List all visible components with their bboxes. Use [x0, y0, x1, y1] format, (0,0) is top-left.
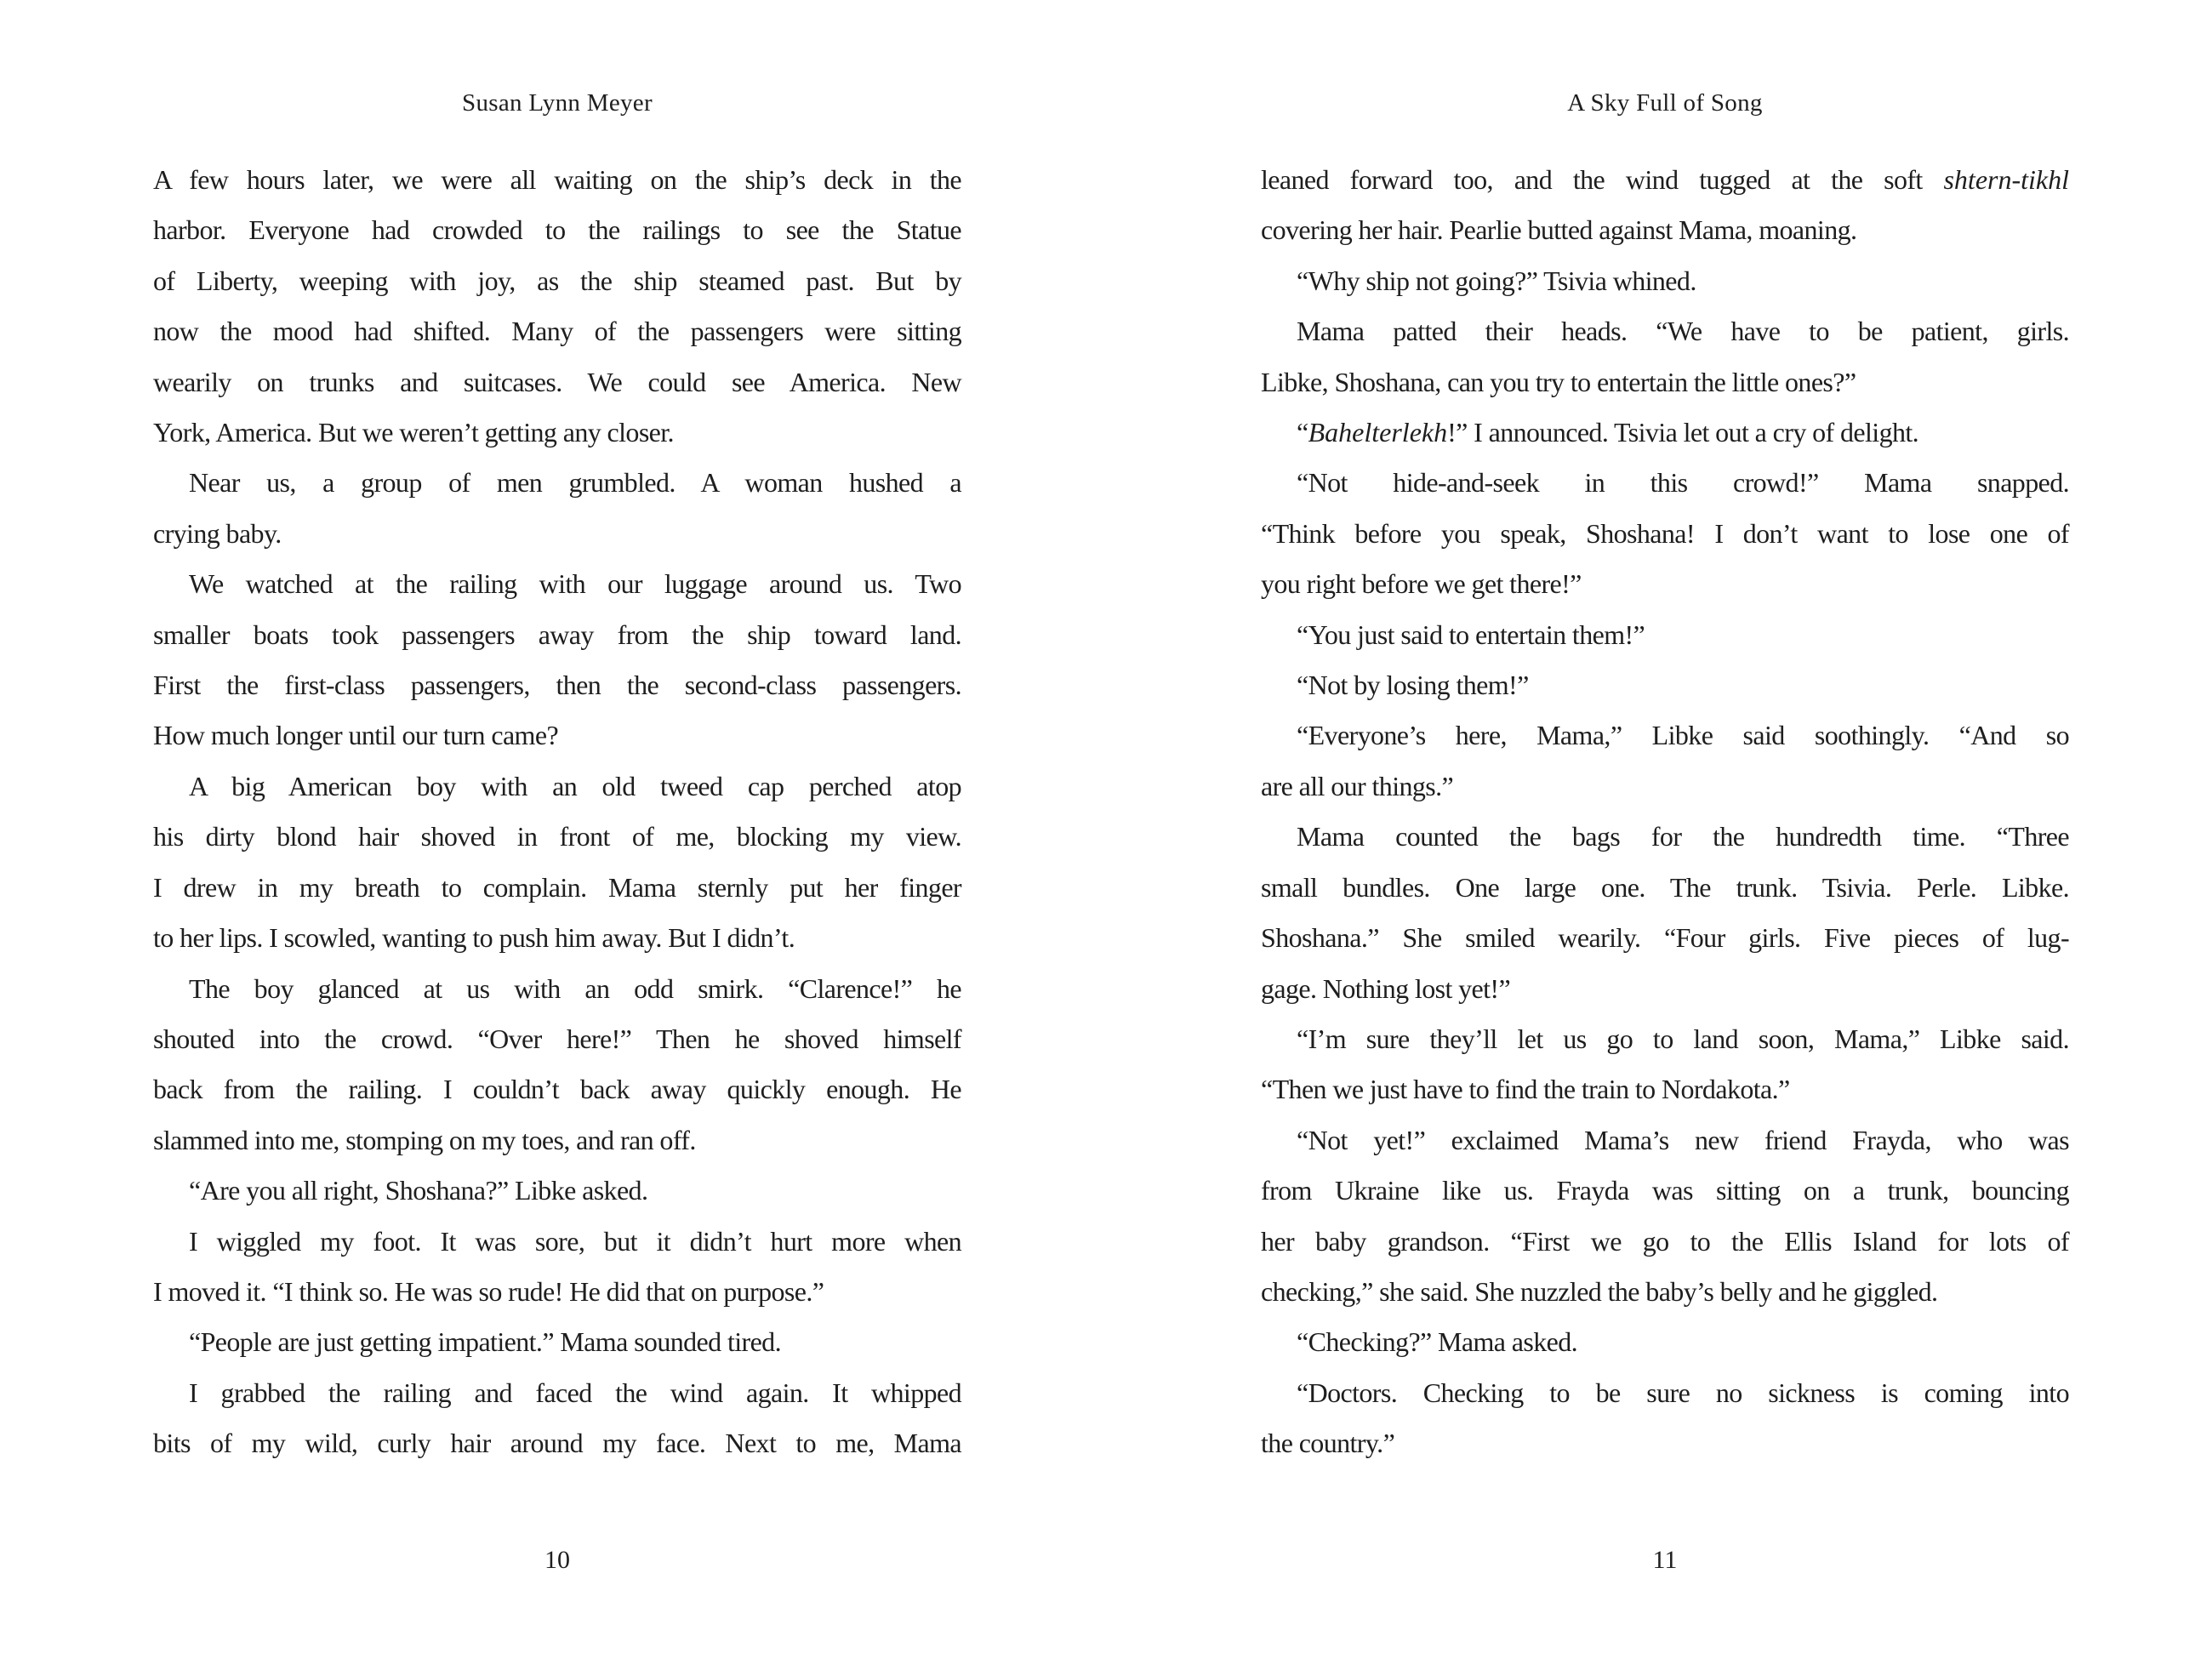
text-line: A few hours later, we were all waiting on the ship’s deck in the	[153, 164, 961, 195]
text-line: smaller boats took passengers away from the ship toward land.	[153, 619, 961, 650]
page-number-right: 11	[1652, 1546, 1678, 1574]
text-line: wearily on trunks and suitcases. We could see America. New	[153, 366, 961, 397]
text-line: now the mood had shifted. Many of the passengers were sitting	[153, 316, 961, 347]
text-line: leaned forward too, and the wind tugged at the soft shtern-tikhl	[1261, 164, 2069, 195]
text-line: Libke, Shoshana, can you try to entertain the little ones?”	[1261, 366, 1856, 397]
text-line: “Then we just have to find the train to Nordakota.”	[1261, 1074, 1790, 1105]
left-page-body-text	[153, 155, 961, 1469]
text-line: from Ukraine like us. Frayda was sitting on a trunk, bouncing	[1261, 1175, 2069, 1206]
text-line: “Not yet!” exclaimed Mama’s new friend Frayda, who was	[1297, 1124, 2069, 1155]
text-line: “People are just getting impatient.” Mama sounded tired.	[189, 1326, 781, 1358]
text-line: “Why ship not going?” Tsivia whined.	[1297, 265, 1696, 296]
text-line: “Everyone’s here, Mama,” Libke said soothingly. “And so	[1297, 720, 2069, 751]
text-line: “You just said to entertain them!”	[1297, 619, 1645, 650]
text-line: harbor. Everyone had crowded to the railings to see the Statue	[153, 214, 961, 246]
text-line: you right before we get there!”	[1261, 568, 1582, 600]
text-line: checking,” she said. She nuzzled the baby’s belly and he giggled.	[1261, 1275, 1938, 1307]
text-line: Shoshana.” She smiled wearily. “Four girls. Five pieces of lug-	[1261, 922, 2069, 954]
text-line: small bundles. One large one. The trunk. Tsivia. Perle. Libke.	[1261, 871, 2069, 903]
text-line: The boy glanced at us with an odd smirk. “Clarence!” he	[189, 972, 961, 1004]
text-line: A big American boy with an old tweed cap perched atop	[189, 770, 961, 801]
text-line: slammed into me, stomping on my toes, and ran off.	[153, 1124, 696, 1155]
text-line: her baby grandson. “First we go to the Ellis Island for lots of	[1261, 1225, 2069, 1257]
text-line: York, America. But we weren’t getting any closer.	[153, 417, 674, 448]
page-number-left: 10	[544, 1546, 570, 1574]
text-line: I wiggled my foot. It was sore, but it didn’t hurt more when	[189, 1225, 961, 1257]
text-line: I moved it. “I think so. He was so rude! He did that on purpose.”	[153, 1275, 824, 1307]
text-line: “Think before you speak, Shoshana! I don’t want to lose one of	[1261, 517, 2069, 549]
text-line: his dirty blond hair shoved in front of me, blocking my view.	[153, 821, 961, 852]
text-line: “Are you all right, Shoshana?” Libke asked.	[189, 1175, 648, 1206]
text-line: “I’m sure they’ll let us go to land soon, Mama,” Libke said.	[1297, 1023, 2069, 1054]
text-line: “Checking?” Mama asked.	[1297, 1326, 1578, 1358]
running-header-author: Susan Lynn Meyer	[462, 89, 653, 117]
text-line: First the first-class passengers, then the second-class passengers.	[153, 670, 961, 701]
text-line: “Not hide-and-seek in this crowd!” Mama snapped.	[1297, 467, 2069, 499]
text-line: are all our things.”	[1261, 770, 1454, 801]
text-line: back from the railing. I couldn’t back away quickly enough. He	[153, 1074, 961, 1105]
text-line: gage. Nothing lost yet!”	[1261, 972, 1511, 1004]
text-line: “Doctors. Checking to be sure no sickness is coming into	[1297, 1377, 2069, 1408]
text-line: I drew in my breath to complain. Mama sternly put her finger	[153, 871, 961, 903]
running-header-title: A Sky Full of Song	[1567, 89, 1763, 117]
text-line: “Not by losing them!”	[1297, 670, 1529, 701]
text-line: We watched at the railing with our luggage around us. Two	[189, 568, 961, 600]
text-line: of Liberty, weeping with joy, as the ship steamed past. But by	[153, 265, 961, 296]
text-line: Near us, a group of men grumbled. A woman hushed a	[189, 467, 961, 499]
text-line: the country.”	[1261, 1428, 1395, 1459]
text-line: How much longer until our turn came?	[153, 720, 559, 751]
text-line: covering her hair. Pearlie butted against Mama, moaning.	[1261, 214, 1857, 246]
text-line: bits of my wild, curly hair around my face. Next to me, Mama	[153, 1428, 961, 1459]
text-line: “Bahelterlekh!” I announced. Tsivia let out a cry of delight.	[1297, 417, 1919, 448]
text-line: Mama counted the bags for the hundredth time. “Three	[1297, 821, 2069, 852]
text-line: shouted into the crowd. “Over here!” Then he shoved himself	[153, 1023, 961, 1054]
text-line: crying baby.	[153, 517, 282, 549]
text-line: Mama patted their heads. “We have to be patient, girls.	[1297, 316, 2069, 347]
right-page-body-text	[1261, 155, 2069, 1469]
text-line: to her lips. I scowled, wanting to push him away. But I didn’t.	[153, 922, 795, 954]
text-line: I grabbed the railing and faced the wind again. It whipped	[189, 1377, 961, 1408]
